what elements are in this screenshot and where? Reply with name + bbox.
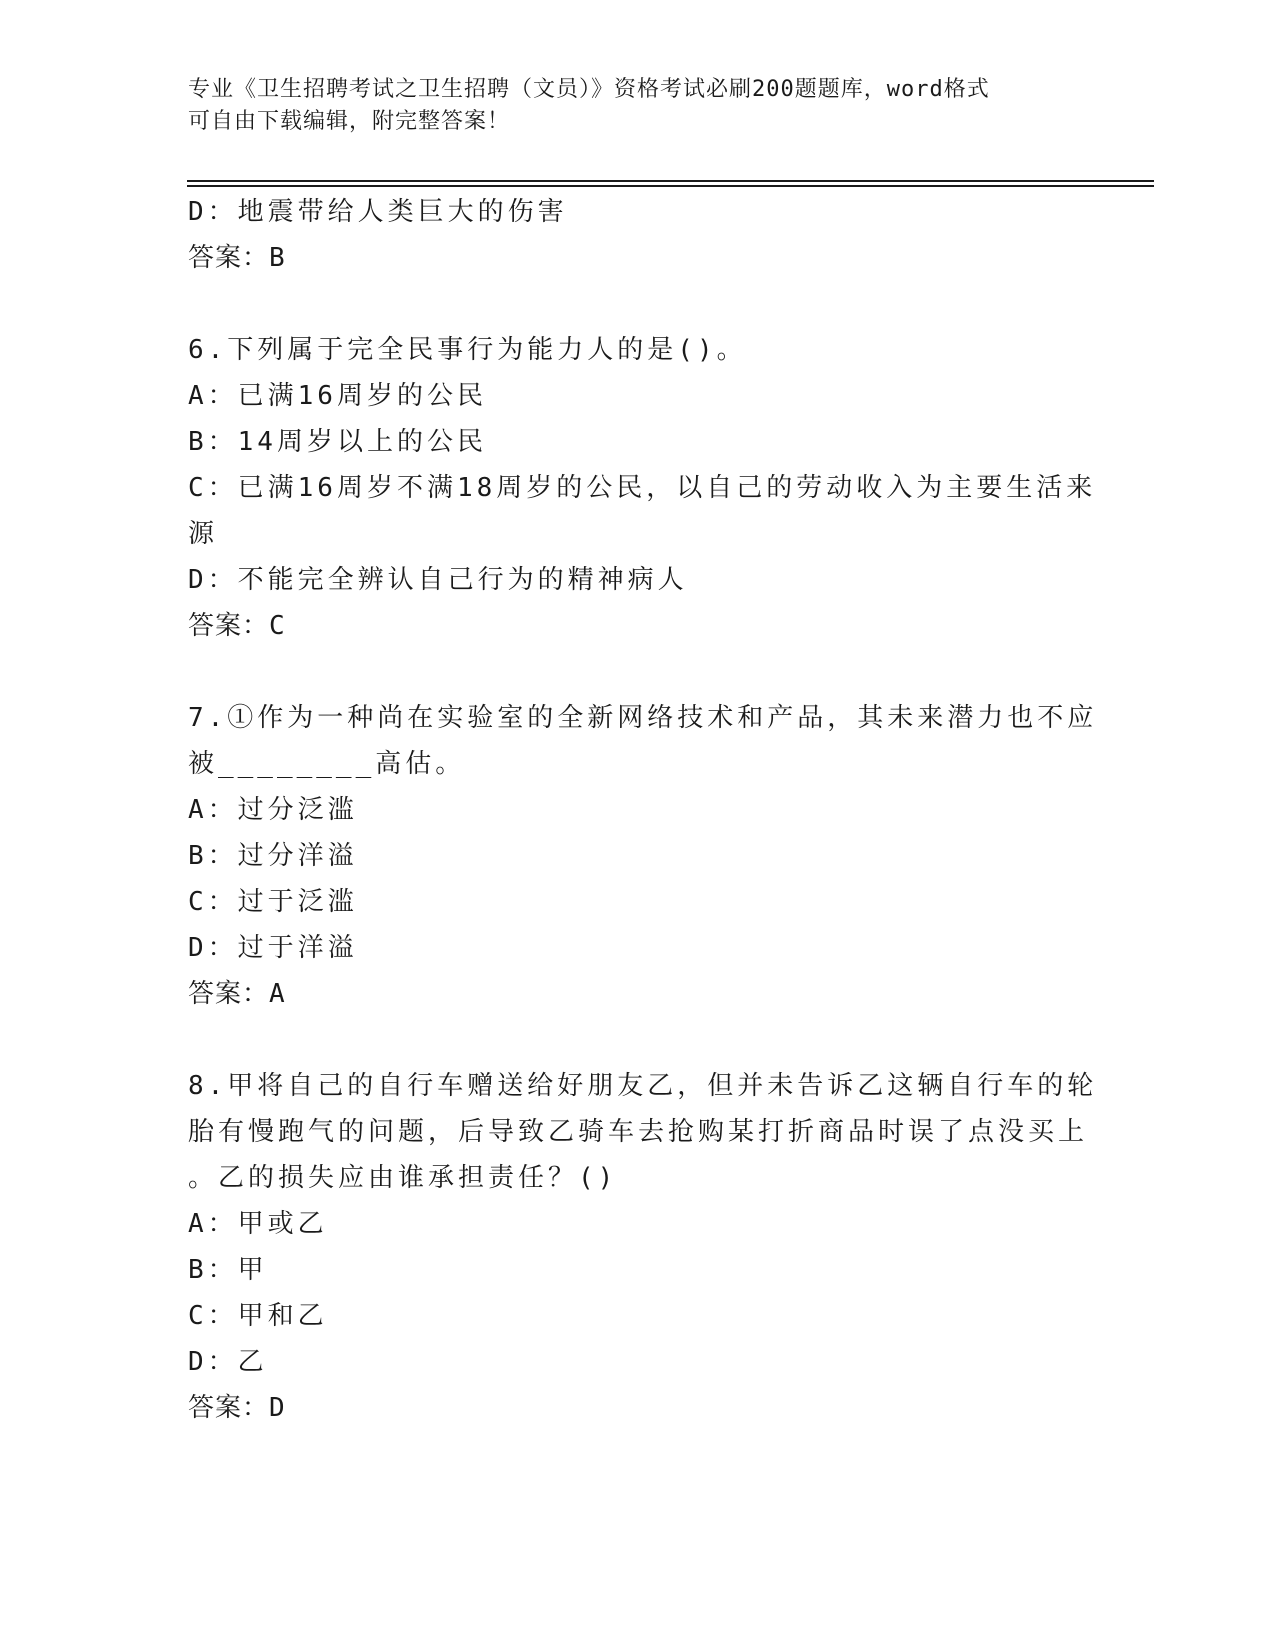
question-list <box>188 189 1098 1431</box>
option-a: A：已满16周岁的公民 <box>188 381 487 411</box>
option-b: B：14周岁以上的公民 <box>188 427 487 457</box>
question-stem-continued: 。乙的损失应由谁承担责任？() <box>188 1163 618 1193</box>
spacer <box>188 1017 1088 1063</box>
question-stem: 7.①作为一种尚在实验室的全新网络技术和产品，其未来潜力也不应 <box>188 703 1098 733</box>
spacer <box>188 281 1088 327</box>
question-5-tail <box>188 189 1088 281</box>
header-divider-bottom <box>187 185 1154 187</box>
header-line-2: 可自由下载编辑，附完整答案！ <box>188 109 511 134</box>
question-stem-continued: 被________高估。 <box>188 749 466 779</box>
option-d: D：地震带给人类巨大的伤害 <box>188 197 568 227</box>
option-c-continued: 源 <box>188 519 219 549</box>
option-b: B：过分洋溢 <box>188 841 358 871</box>
question-stem-continued: 胎有慢跑气的问题，后导致乙骑车去抢购某打折商品时误了点没买上 <box>188 1117 1089 1147</box>
answer-line: 答案：A <box>188 979 286 1009</box>
header-divider-top <box>187 180 1154 182</box>
option-c: C：过于泛滥 <box>188 887 358 917</box>
option-d: D：乙 <box>188 1347 268 1377</box>
question-8 <box>188 1063 1098 1431</box>
option-c: C：甲和乙 <box>188 1301 328 1331</box>
answer-line: 答案：C <box>188 611 286 641</box>
spacer <box>188 649 1088 695</box>
option-b: B：甲 <box>188 1255 268 1285</box>
question-stem: 6.下列属于完全民事行为能力人的是()。 <box>188 335 747 365</box>
option-a: A：过分泛滥 <box>188 795 358 825</box>
header-line-1: 专业《卫生招聘考试之卫生招聘（文员）》资格考试必刷200题题库，word格式 <box>188 77 990 102</box>
question-stem: 8.甲将自己的自行车赠送给好朋友乙，但并未告诉乙这辆自行车的轮 <box>188 1071 1098 1101</box>
option-d: D：过于洋溢 <box>188 933 358 963</box>
document-header <box>188 74 1078 138</box>
answer-line: 答案：D <box>188 1393 286 1423</box>
question-7 <box>188 695 1098 1017</box>
option-c: C：已满16周岁不满18周岁的公民，以自己的劳动收入为主要生活来 <box>188 473 1097 503</box>
answer-line: 答案：B <box>188 243 286 273</box>
question-6 <box>188 327 1097 649</box>
option-a: A：甲或乙 <box>188 1209 328 1239</box>
option-d: D：不能完全辨认自己行为的精神病人 <box>188 565 688 595</box>
